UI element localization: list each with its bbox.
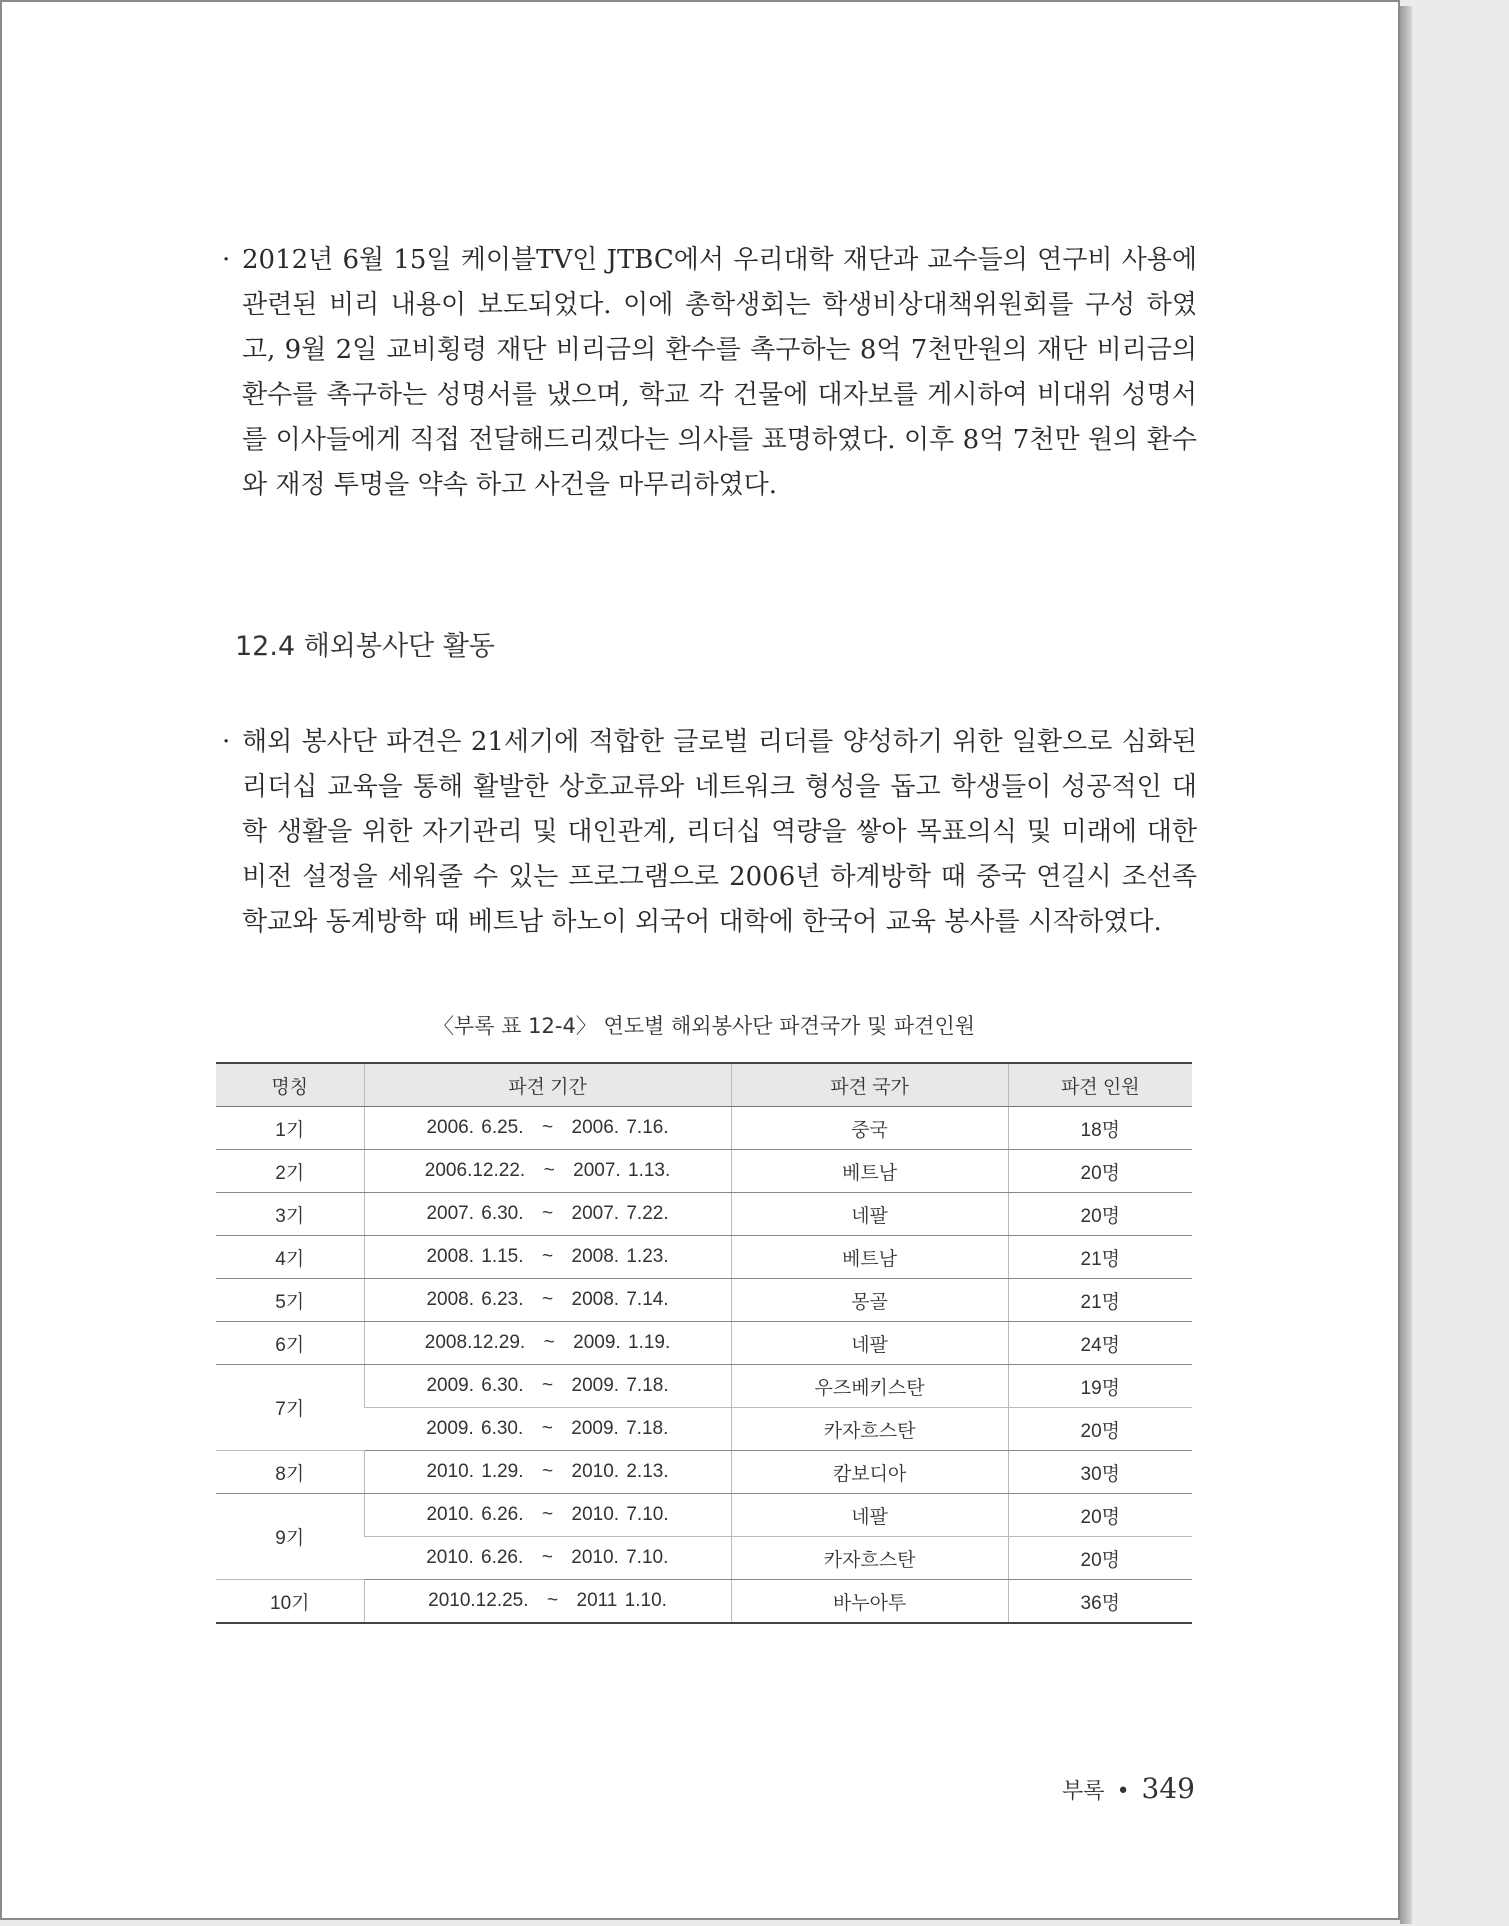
- cell-people: 20명: [1008, 1408, 1192, 1451]
- period-separator: ~: [541, 1461, 554, 1482]
- period-separator: ~: [541, 1246, 554, 1267]
- table-row: [216, 1236, 1192, 1279]
- cell-period: [364, 1408, 731, 1451]
- cell-country: 베트남: [731, 1236, 1008, 1279]
- cell-people: 20명: [1008, 1193, 1192, 1236]
- cell-name: 1기: [216, 1107, 364, 1150]
- cell-period: [364, 1150, 731, 1193]
- period-separator: ~: [546, 1590, 559, 1611]
- period-separator: ~: [541, 1117, 554, 1138]
- table-row: [216, 1580, 1192, 1624]
- cell-country: 카자흐스탄: [731, 1408, 1008, 1451]
- period-start: 2009. 6.30.: [426, 1418, 524, 1439]
- page-edge-shadow: [1400, 6, 1412, 1924]
- period-start: 2008. 1.15.: [426, 1246, 524, 1267]
- cell-period: [364, 1279, 731, 1322]
- period-start: 2010. 6.26.: [426, 1504, 524, 1525]
- header-period: 파견 기간: [364, 1063, 731, 1107]
- cell-country: 네팔: [731, 1494, 1008, 1537]
- cell-period: [364, 1236, 731, 1279]
- period-separator: ~: [543, 1332, 555, 1353]
- period-start: 2010. 6.26.: [426, 1547, 524, 1568]
- page-footer: [1002, 1772, 1195, 1805]
- table-caption: 〈부록 표 12-4〉 연도별 해외봉사단 파견국가 및 파견인원: [432, 1014, 976, 1038]
- cell-people: 20명: [1008, 1150, 1192, 1193]
- cell-period: [364, 1107, 731, 1150]
- cell-name: 10기: [216, 1580, 364, 1624]
- table-row: [216, 1365, 1192, 1408]
- cell-period: [364, 1537, 731, 1580]
- period-separator: ~: [541, 1375, 554, 1396]
- cell-people: 18명: [1008, 1107, 1192, 1150]
- cell-name: 7기: [216, 1365, 364, 1451]
- period-start: 2010. 1.29.: [426, 1461, 524, 1482]
- cell-country: 네팔: [731, 1322, 1008, 1365]
- table-row: [216, 1322, 1192, 1365]
- volunteer-dispatch-table: [216, 1062, 1192, 1624]
- table-row: [216, 1451, 1192, 1494]
- cell-name: 9기: [216, 1494, 364, 1580]
- period-separator: ~: [541, 1203, 554, 1224]
- cell-country: 우즈베키스탄: [731, 1365, 1008, 1408]
- table-row: [216, 1150, 1192, 1193]
- period-end: 2010. 7.10.: [571, 1504, 669, 1525]
- period-separator: ~: [543, 1160, 555, 1181]
- period-end: 2007. 7.22.: [571, 1203, 669, 1224]
- table-row: [216, 1494, 1192, 1537]
- period-separator: ~: [541, 1418, 553, 1439]
- cell-period: [364, 1365, 731, 1408]
- paragraph-text: 2012년 6월 15일 케이블TV인 JTBC에서 우리대학 재단과 교수들의 연구비 사용에 관련된 비리 내용이 보도되었다. 이에 총학생회는 학생비상대책위원회를 구성 하였고, 9월 2일 교비횡령 재단 비리금의 환수를 촉구하는 8억 7천만원의 재단 비리금의 환수를 촉구하는 성명서를 냈으며, 학교 각 건물에 대자보를 게시하여 비대위 성명서를 이사들에게 직접 전달해드리겠다는 의사를 표명하였다. 이후 8억 7천만 원의 환수와 재정 투명을 약속 하고 사건을 마무리하였다.: [242, 245, 1197, 500]
- period-separator: ~: [541, 1504, 554, 1525]
- period-end: 2010. 7.10.: [571, 1547, 669, 1568]
- period-start: 2008. 6.23.: [426, 1289, 524, 1310]
- period-end: 2009. 7.18.: [571, 1375, 669, 1396]
- footer-bullet: •: [1116, 1779, 1130, 1804]
- bullet-mark: ·: [222, 245, 231, 275]
- bullet-mark: ·: [222, 727, 231, 757]
- cell-country: 중국: [731, 1107, 1008, 1150]
- cell-period: [364, 1451, 731, 1494]
- cell-name: 5기: [216, 1279, 364, 1322]
- table-row: [216, 1193, 1192, 1236]
- period-separator: ~: [541, 1547, 553, 1568]
- footer-section-label: 부록: [1062, 1779, 1105, 1804]
- period-end: 2008. 1.23.: [571, 1246, 669, 1267]
- period-start: 2010.12.25.: [428, 1590, 529, 1611]
- cell-people: 19명: [1008, 1365, 1192, 1408]
- header-people: 파견 인원: [1008, 1063, 1192, 1107]
- cell-people: 36명: [1008, 1580, 1192, 1624]
- cell-name: 8기: [216, 1451, 364, 1494]
- cell-country: 바누아투: [731, 1580, 1008, 1624]
- table-row: [216, 1279, 1192, 1322]
- cell-country: 베트남: [731, 1150, 1008, 1193]
- period-start: 2008.12.29.: [424, 1332, 526, 1353]
- period-end: 2011 1.10.: [576, 1590, 667, 1611]
- paragraph-volunteer-intro: [222, 720, 1197, 945]
- page-number: 349: [1141, 1772, 1195, 1805]
- period-end: 2009. 1.19.: [573, 1332, 671, 1353]
- period-start: 2006. 6.25.: [426, 1117, 524, 1138]
- cell-country: 네팔: [731, 1193, 1008, 1236]
- cell-name: 2기: [216, 1150, 364, 1193]
- period-end: 2006. 7.16.: [571, 1117, 669, 1138]
- cell-people: 20명: [1008, 1537, 1192, 1580]
- period-start: 2007. 6.30.: [426, 1203, 524, 1224]
- cell-people: 21명: [1008, 1236, 1192, 1279]
- section-heading: 12.4 해외봉사단 활동: [235, 631, 495, 662]
- period-start: 2006.12.22.: [424, 1160, 526, 1181]
- cell-people: 21명: [1008, 1279, 1192, 1322]
- cell-name: 4기: [216, 1236, 364, 1279]
- period-start: 2009. 6.30.: [426, 1375, 524, 1396]
- cell-period: [364, 1193, 731, 1236]
- cell-country: 카자흐스탄: [731, 1537, 1008, 1580]
- cell-name: 3기: [216, 1193, 364, 1236]
- cell-period: [364, 1322, 731, 1365]
- cell-people: 24명: [1008, 1322, 1192, 1365]
- period-end: 2007. 1.13.: [573, 1160, 671, 1181]
- period-end: 2008. 7.14.: [571, 1289, 669, 1310]
- table-header-row: [216, 1063, 1192, 1107]
- cell-people: 20명: [1008, 1494, 1192, 1537]
- cell-period: [364, 1494, 731, 1537]
- period-separator: ~: [541, 1289, 554, 1310]
- cell-period: [364, 1580, 731, 1624]
- cell-name: 6기: [216, 1322, 364, 1365]
- table-row: [216, 1107, 1192, 1150]
- paragraph-text: 해외 봉사단 파견은 21세기에 적합한 글로벌 리더를 양성하기 위한 일환으로 심화된 리더십 교육을 통해 활발한 상호교류와 네트워크 형성을 돕고 학생들이 성공적인 대학 생활을 위한 자기관리 및 대인관계, 리더십 역량을 쌓아 목표의식 및 미래에 대한 비전 설정을 세워줄 수 있는 프로그램으로 2006년 하계방학 때 중국 연길시 조선족 학교와 동계방학 때 베트남 하노이 외국어 대학에 한국어 교육 봉사를 시작하였다.: [242, 727, 1197, 937]
- cell-people: 30명: [1008, 1451, 1192, 1494]
- cell-country: 몽골: [731, 1279, 1008, 1322]
- period-end: 2009. 7.18.: [571, 1418, 669, 1439]
- cell-country: 캄보디아: [731, 1451, 1008, 1494]
- paragraph-jtbc-report: [222, 238, 1197, 508]
- period-end: 2010. 2.13.: [571, 1461, 669, 1482]
- header-country: 파견 국가: [731, 1063, 1008, 1107]
- header-name: 명칭: [216, 1063, 364, 1107]
